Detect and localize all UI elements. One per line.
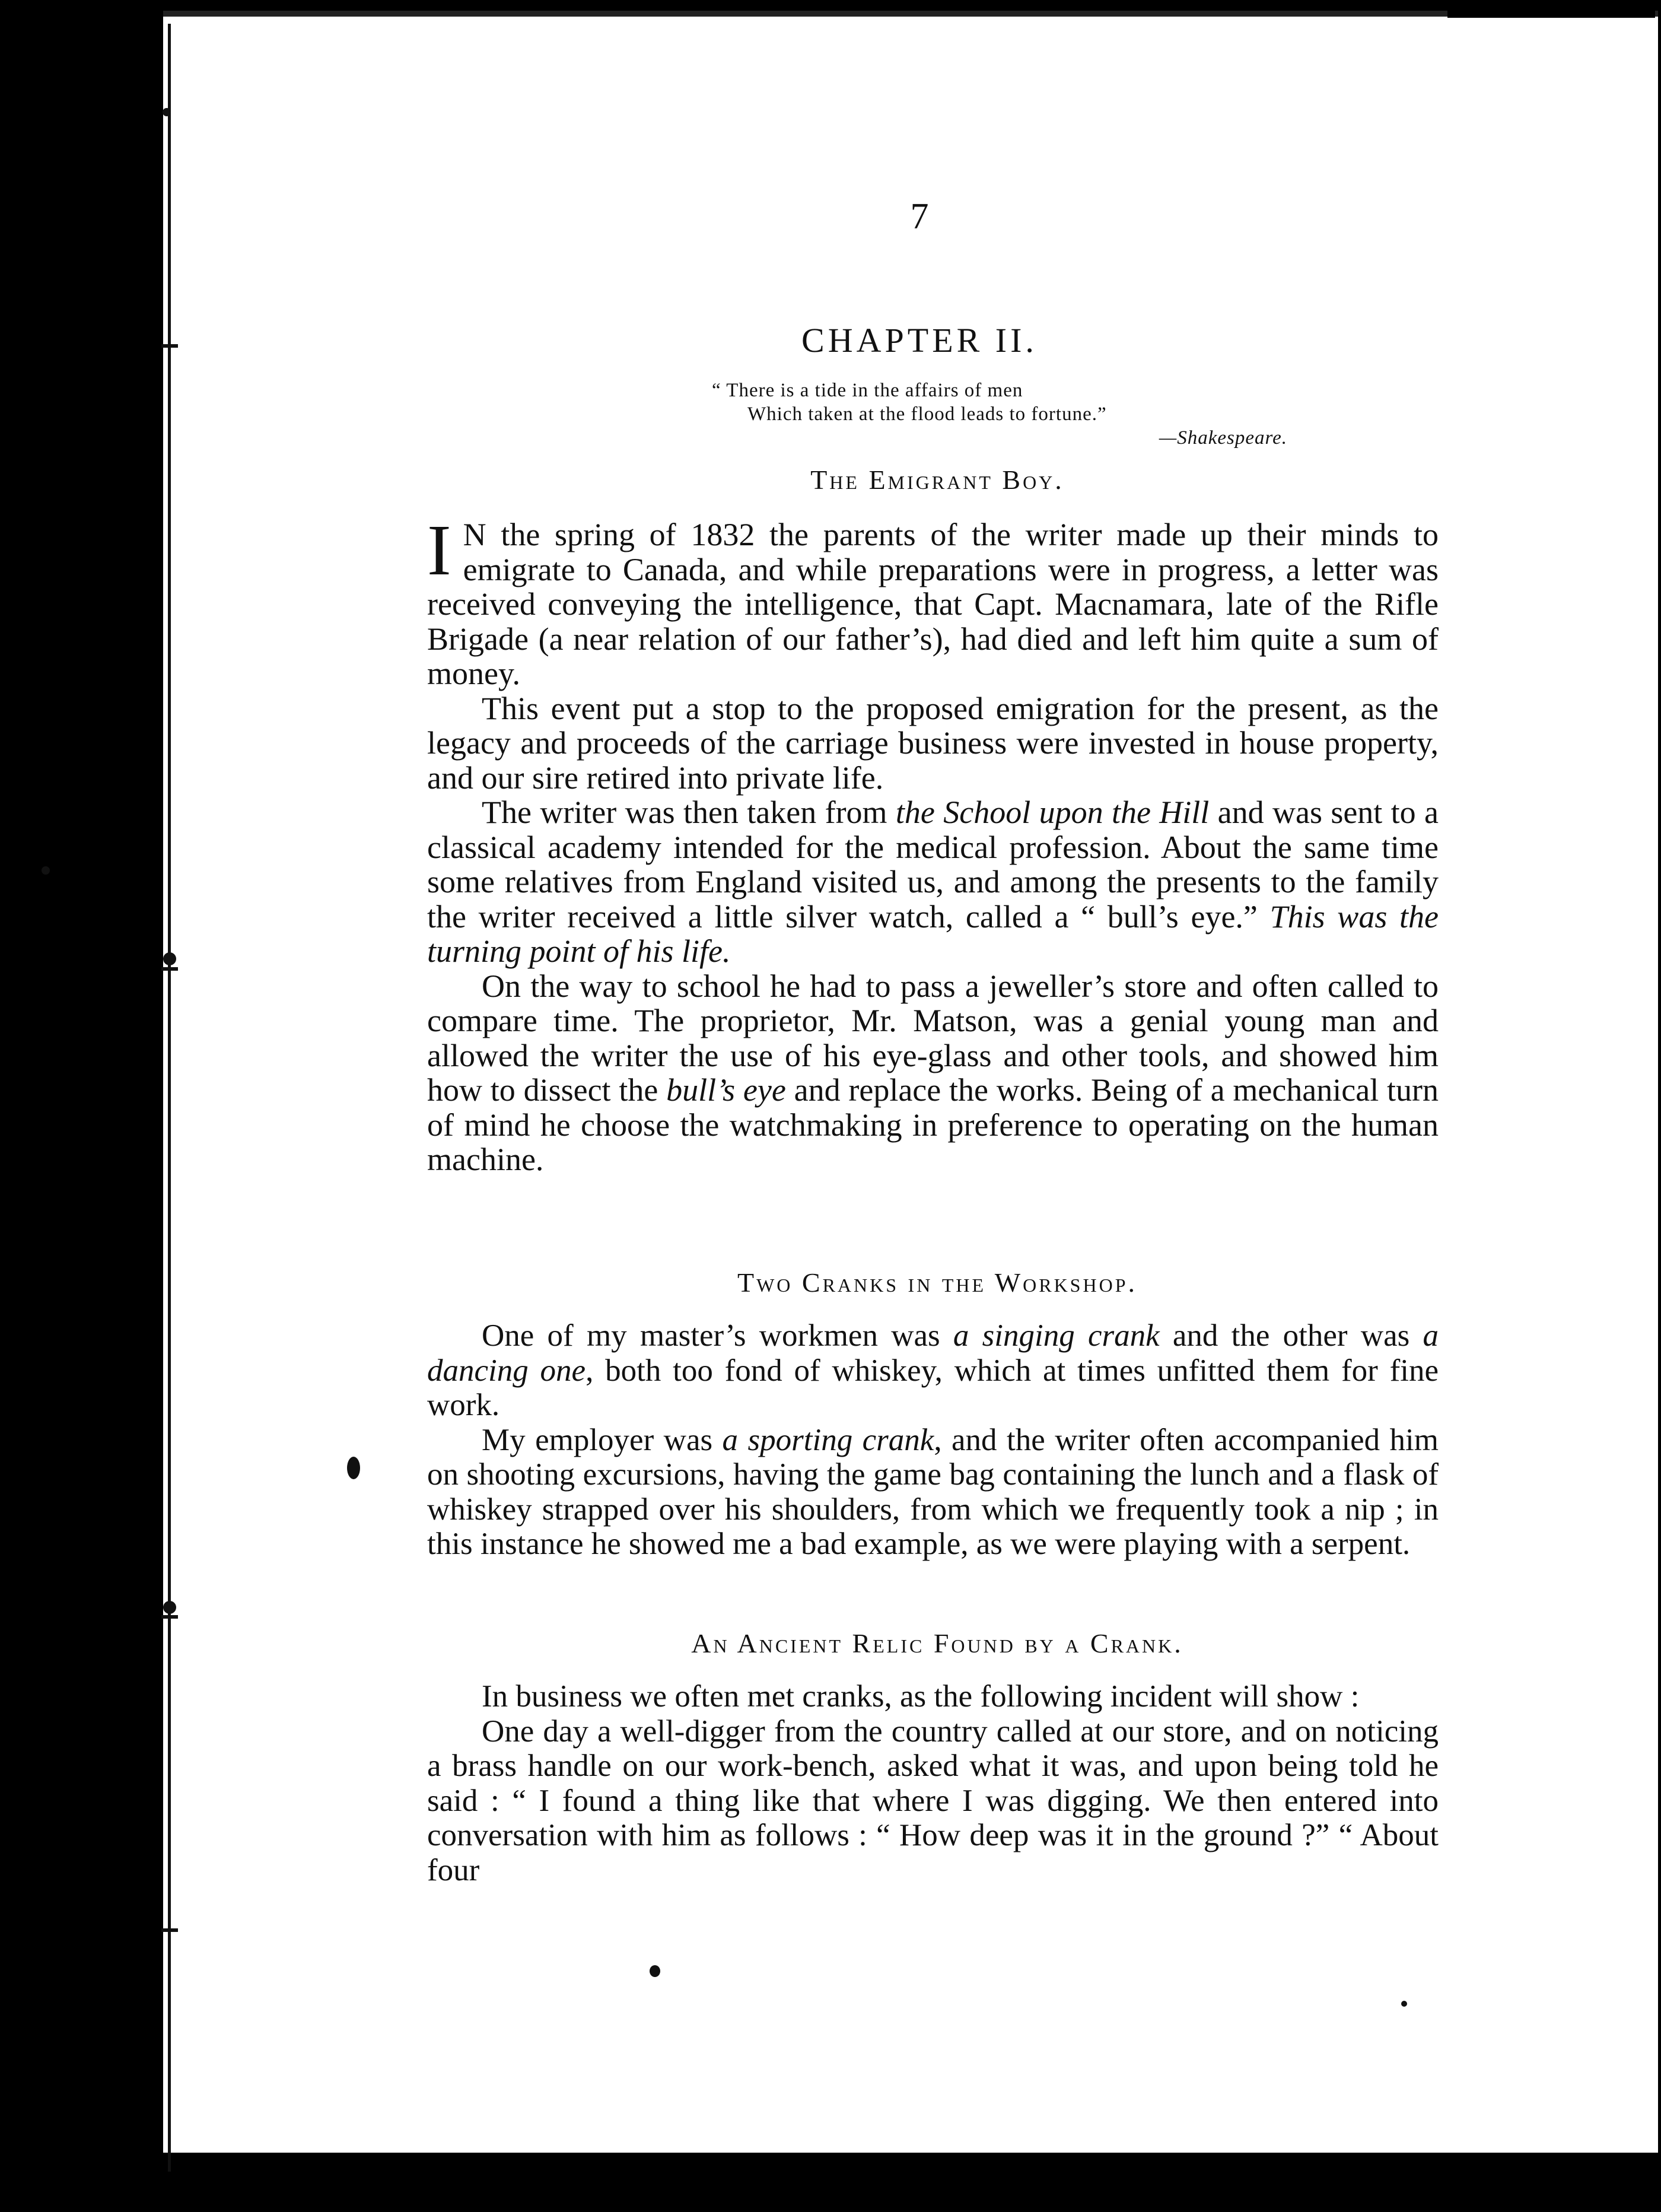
speck <box>1447 9 1655 18</box>
section-heading: The Emigrant Boy. <box>810 465 1064 495</box>
epigraph-line: “ There is a tide in the affairs of men <box>712 380 1023 401</box>
paragraph: On the way to school he had to pass a jeweller’s store and often called to compare time. The proprietor, Mr. Matson, was a genial young man and allowed the writer the use of his eye-glass and other tools, and showed him how to dissect the bull’s eye and replace the works. Being of a mechanical turn of mind he choose the watchmaking in preference to operating on the human machine. <box>427 968 1439 1177</box>
speck <box>163 108 171 116</box>
section-heading: Two Cranks in the Workshop. <box>737 1267 1137 1298</box>
binding-mark <box>163 952 176 965</box>
binding-tick <box>161 344 178 348</box>
epigraph-line: Which taken at the flood leads to fortune.” <box>747 403 1107 425</box>
section-body <box>427 510 1439 1177</box>
paragraph: I N the spring of 1832 the parents of the writer made up their minds to emigrate to Canada, and while preparations were in progress, a letter was received conveying the intelligence, that Capt. Macnamara, late of the Rifle Brigade (a near relation of our father’s), had died and left him quite a sum of money. <box>427 510 1439 691</box>
binding-tick <box>161 1615 178 1619</box>
paragraph: In business we often met cranks, as the following incident will show : <box>482 1679 1360 1714</box>
binding-tick <box>161 967 178 971</box>
section-body <box>427 1318 1439 1562</box>
section-heading: An Ancient Relic Found by a Crank. <box>691 1628 1183 1658</box>
epigraph <box>712 379 1305 450</box>
drop-cap: I <box>427 510 451 590</box>
epigraph-attribution: —Shakespeare. <box>1159 427 1287 449</box>
paragraph: One day a well-digger from the country called at our store, and on noticing a brass handle on our work-bench, asked what it was, and upon being told he said : “ I found a thing like that where I was digging. We then entered into conversation with him as follows : “ How deep was it in the ground ?” “ About four <box>427 1714 1439 1887</box>
paragraph: The writer was then taken from the School upon the Hill and was sent to a classical academy intended for the medical profession. About the same time some relatives from England visited us, and among the presents to the family the writer received a little silver watch, called a “ bull’s eye.” This was the turning point of his life. <box>427 794 1439 969</box>
speck <box>42 866 50 875</box>
speck <box>1401 2001 1407 2007</box>
binding-tick <box>161 1928 178 1932</box>
speck <box>650 1965 660 1977</box>
chapter-title: CHAPTER II. <box>801 321 1038 360</box>
paragraph: My employer was a sporting crank, and the writer often accompanied him on shooting excursions, having the game bag containing the lunch and a flask of whiskey strapped over his shoulders, from which we frequently took a nip ; in this instance he showed me a bad example, as we were playing with a serpent. <box>427 1422 1439 1561</box>
section-body <box>427 1679 1439 1887</box>
binding-mark <box>163 1601 176 1614</box>
paragraph: This event put a stop to the proposed emigration for the present, as the legacy and proceeds of the carriage business were invested in house property, and our sire retired into private life. <box>427 690 1439 796</box>
paragraph: One of my master’s workmen was a singing crank and the other was a dancing one, both too fond of whiskey, which at times unfitted them for fine work. <box>427 1318 1439 1422</box>
speck <box>347 1457 360 1479</box>
page-number: 7 <box>910 196 929 237</box>
